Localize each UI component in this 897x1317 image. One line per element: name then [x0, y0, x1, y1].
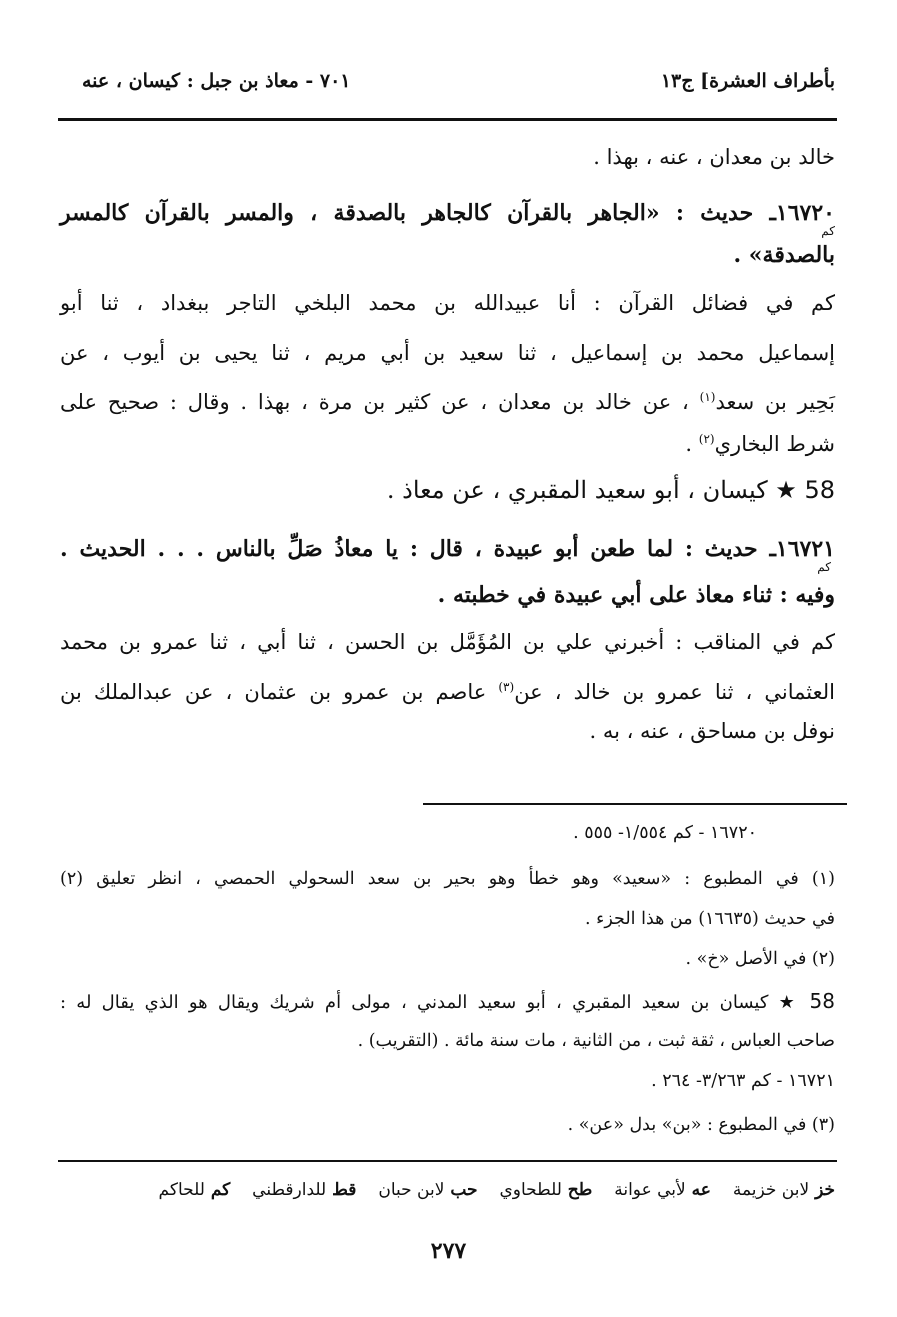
header-rule [58, 118, 837, 121]
hadith-16720-line2: بالصدقة» . [733, 242, 835, 268]
footnote-ref-3: (٣) [498, 680, 515, 694]
abbreviation-item [733, 1180, 835, 1200]
abbreviations-legend [60, 1180, 835, 1200]
running-header-left: ٧٠١ - معاذ بن جبل : كيسان ، عنه [82, 70, 351, 92]
para-text: شرط البخاري [714, 432, 835, 456]
running-header-right: بأطراف العشرة] ج١٣ [660, 70, 835, 92]
footnote-1-line2: في حديث (١٦٦٣٥) من هذا الجزء . [585, 909, 835, 929]
hadith-label: ـ حديث : [675, 200, 776, 226]
para-16720-line1: كم في فضائل القرآن : أنا عبيدالله بن محمد البلخي التاجر ببغداد ، ثنا أبو [60, 291, 835, 315]
abbreviation-item [378, 1180, 477, 1200]
para-text: العثماني ، ثنا عمرو بن خالد ، عن [514, 680, 835, 704]
para-16720-line2: إسماعيل محمد بن إسماعيل ، ثنا سعيد بن أبي مريم ، ثنا يحيى بن أيوب ، عن [60, 341, 835, 365]
abbreviation-item [159, 1180, 231, 1200]
hadith-number: ١٦٧٢٠ [775, 200, 835, 226]
abbreviation-name: لأبي عوانة [614, 1180, 686, 1200]
abbreviation-name: للطحاوي [499, 1180, 562, 1200]
abbreviation-code: كم [210, 1180, 231, 1200]
abbreviation-name: للدارقطني [252, 1180, 327, 1200]
abbreviation-code: عه [691, 1180, 711, 1200]
section-number: 58 [804, 476, 835, 504]
para-16721-line1: كم في المناقب : أخبرني علي بن المُؤَمَّل بن الحسن ، ثنا أبي ، ثنا عمرو بن محمد [60, 630, 835, 654]
hadith-label: ـ حديث : [684, 536, 776, 562]
continuation-line: خالد بن معدان ، عنه ، بهذا . [593, 145, 835, 169]
abbreviation-code: حب [450, 1180, 478, 1200]
footnote-58-text: كيسان بن سعيد المقبري ، أبو سعيد المدني ، مولى أم شريك ويقال هو الذي يقال له : [60, 992, 769, 1013]
footnote-58-number: 58 [809, 989, 835, 1013]
abbreviation-code: خز [815, 1180, 835, 1200]
footnote-ref-16720: ١٦٧٢٠ - كم ١/٥٥٤- ٥٥٥ . [573, 823, 757, 843]
footnote-ref-16721: ١٦٧٢١ - كم ٣/٢٦٣- ٢٦٤ . [651, 1071, 835, 1091]
hadith-16721-line2: وفيه : ثناء معاذ على أبي عبيدة في خطبته . [437, 582, 835, 608]
footnote-separator [423, 803, 847, 805]
hadith-number: ١٦٧٢١ [775, 536, 835, 562]
abbreviation-item [499, 1180, 592, 1200]
abbreviation-code: طح [567, 1180, 593, 1200]
footnote-1-line1: (١) في المطبوع : «سعيد» وهو خطأ وهو بحير بن سعد السحولي الحمصي ، انظر تعليق (٢) [60, 869, 835, 889]
para-16720-line4 [60, 424, 835, 459]
abbreviation-code: قط [332, 1180, 357, 1200]
hadith-text: «الجاهر بالقرآن كالجاهر بالصدقة ، والمسر بالقرآن كالمسر [60, 200, 660, 226]
para-text: ، عن خالد بن معدان ، عن كثير بن مرة ، بهذا . وقال : صحيح على [60, 390, 700, 414]
hadith-16721-source-code: كم [817, 560, 831, 574]
para-text: عاصم بن عمرو بن عثمان ، عن عبدالملك بن [60, 680, 499, 704]
footnote-ref-2: (٢) [698, 432, 715, 446]
para-16720-line3 [60, 382, 835, 417]
footnote-ref-1: (١) [699, 390, 716, 404]
section-58-heading [60, 475, 835, 505]
star-icon: ★ [775, 476, 797, 504]
footnote-2: (٢) في الأصل «خ» . [685, 949, 835, 969]
abbreviation-name: للحاكم [158, 1180, 205, 1200]
hadith-16721-line1 [60, 534, 835, 564]
para-16721-line2 [60, 672, 835, 707]
narrator-name: بَحِير بن سعد [715, 390, 835, 414]
hadith-text: لما طعن أبو عبيدة ، قال : يا معاذُ صَلِّ بالناس . . . الحديث . [60, 536, 674, 562]
abbreviation-item [614, 1180, 711, 1200]
star-icon: ★ [778, 992, 800, 1013]
footnote-3: (٣) في المطبوع : «بن» بدل «عن» . [567, 1115, 835, 1135]
abbreviation-item [252, 1180, 356, 1200]
abbreviation-name: لابن حبان [378, 1180, 445, 1200]
abbreviations-separator [58, 1160, 837, 1162]
abbreviation-name: لابن خزيمة [732, 1180, 810, 1200]
footnote-58-line1 [60, 988, 835, 1016]
page-number: ٢٧٧ [430, 1238, 467, 1264]
para-text: . [685, 432, 699, 456]
footnote-58-line2: صاحب العباس ، ثقة ثبت ، من الثانية ، مات سنة مائة . (التقريب) . [357, 1031, 835, 1051]
para-16721-line3: نوفل بن مساحق ، عنه ، به . [589, 719, 835, 743]
hadith-16720-line1 [60, 198, 835, 228]
section-title: كيسان ، أبو سعيد المقبري ، عن معاذ . [386, 476, 768, 504]
hadith-16720-source-code: كم [821, 224, 835, 238]
